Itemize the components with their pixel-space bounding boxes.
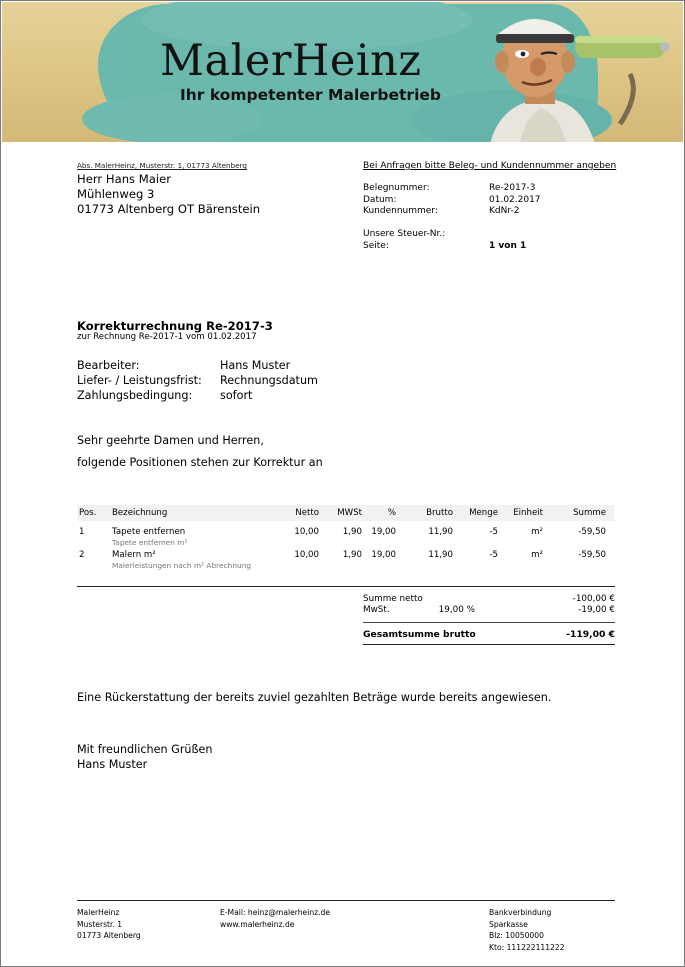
meta-seite: 1 von 1 — [489, 240, 527, 251]
totals-label: Gesamtsumme brutto — [363, 628, 476, 640]
company-logo-text: MalerHeinz — [160, 36, 422, 86]
processing-info — [77, 358, 318, 403]
table-row — [77, 549, 614, 561]
column-header: Bezeichnung — [112, 508, 168, 518]
cell-einheit: m² — [531, 550, 543, 560]
column-header: Netto — [295, 508, 319, 518]
closing-name: Hans Muster — [77, 758, 148, 771]
column-header: Brutto — [426, 508, 453, 518]
cell-pct: 19,00 — [371, 550, 396, 560]
column-header: Pos. — [79, 508, 97, 518]
cell-mwst: 1,90 — [342, 550, 362, 560]
divider — [77, 586, 615, 587]
meta-label: Datum: — [363, 194, 397, 205]
totals-label: Summe netto — [363, 593, 423, 604]
info-zahlung: sofort — [220, 389, 253, 402]
cell-einheit: m² — [531, 527, 543, 537]
recipient-city: 01773 Altenberg OT Bärenstein — [77, 202, 261, 216]
recipient-street: Mühlenweg 3 — [77, 187, 155, 201]
cell-netto: 10,00 — [294, 550, 319, 560]
table-row — [77, 526, 614, 538]
footer-blz: Blz: 10050000 — [489, 931, 544, 941]
footer-web: www.malerheinz.de — [220, 919, 295, 929]
footer-email: E-Mail: heinz@malerheinz.de — [220, 908, 331, 917]
footer-address — [77, 907, 141, 942]
meta-belegnummer: Re-2017-3 — [489, 183, 536, 193]
document-meta — [363, 183, 541, 253]
info-frist: Rechnungsdatum — [220, 374, 318, 387]
table-header — [77, 505, 614, 521]
recipient-name: Herr Hans Maier — [77, 172, 171, 186]
footer-bank-title: Bankverbindung — [489, 908, 552, 917]
meta-label: Kundennummer: — [363, 206, 438, 217]
meta-label: Belegnummer: — [363, 183, 430, 193]
totals-mwst-rate: 19,00 % — [438, 604, 475, 615]
sender-line: Abs. MalerHeinz, Musterstr. 1, 01773 Altenberg — [77, 161, 247, 170]
divider — [363, 644, 615, 645]
row-description: Malerleistungen nach m² Abrechnung — [112, 561, 252, 570]
totals-block — [363, 593, 615, 645]
cell-bezeichnung: Tapete entfernen — [112, 527, 186, 537]
cell-bezeichnung: Malern m² — [112, 550, 156, 560]
totals-label: MwSt. — [363, 604, 390, 615]
footer-street: Musterstr. 1 — [77, 919, 123, 929]
painter-mascot-icon — [480, 4, 680, 142]
cell-netto: 10,00 — [294, 527, 319, 537]
cell-pos: 1 — [79, 527, 85, 537]
info-bearbeiter: Hans Muster — [220, 359, 291, 372]
footer-bank — [489, 907, 565, 953]
cell-pct: 19,00 — [371, 527, 396, 537]
cell-menge: -5 — [489, 527, 498, 537]
meta-datum: 01.02.2017 — [489, 194, 541, 205]
meta-label: Unsere Steuer-Nr.: — [363, 229, 446, 240]
cell-brutto: 11,90 — [428, 550, 453, 560]
greeting: Sehr geehrte Damen und Herren, — [77, 434, 264, 447]
company-tagline: Ihr kompetenter Malerbetrieb — [180, 86, 441, 104]
totals-brutto: -119,00 € — [566, 628, 615, 640]
header-banner — [2, 2, 683, 142]
cell-menge: -5 — [489, 550, 498, 560]
footer-city: 01773 Altenberg — [77, 931, 141, 941]
column-header: Menge — [469, 508, 498, 518]
closing-salutation: Mit freundlichen Grüßen — [77, 743, 213, 756]
footer-kto: Kto: 111222111222 — [489, 942, 565, 952]
cell-mwst: 1,90 — [342, 527, 362, 537]
meta-kundennummer: KdNr-2 — [489, 206, 520, 217]
positions-table — [77, 505, 614, 571]
cell-brutto: 11,90 — [428, 527, 453, 537]
column-header: Einheit — [513, 508, 543, 518]
recipient-address — [77, 172, 260, 217]
document-subtitle: zur Rechnung Re-2017-1 vom 01.02.2017 — [77, 332, 257, 342]
divider — [363, 622, 615, 623]
column-header: Summe — [573, 508, 606, 518]
intro-text: folgende Positionen stehen zur Korrektur an — [77, 456, 323, 469]
column-header: % — [387, 508, 396, 518]
row-description: Tapete entfernen m² — [112, 538, 188, 547]
inquiry-notice: Bei Anfragen bitte Beleg- und Kundennummer angeben — [363, 161, 617, 171]
divider — [77, 900, 615, 901]
cell-pos: 2 — [79, 550, 85, 560]
totals-mwst: -19,00 € — [578, 604, 615, 615]
footer-bank-name: Sparkasse — [489, 919, 528, 929]
info-label: Zahlungsbedingung: — [77, 389, 193, 402]
footer-contact — [220, 907, 330, 930]
info-label: Liefer- / Leistungsfrist: — [77, 374, 202, 387]
refund-note: Eine Rückerstattung der bereits zuviel gezahlten Beträge wurde bereits angewiesen. — [77, 691, 552, 704]
info-label: Bearbeiter: — [77, 359, 140, 372]
cell-summe: -59,50 — [578, 527, 606, 537]
meta-label: Seite: — [363, 240, 389, 251]
cell-summe: -59,50 — [578, 550, 606, 560]
totals-netto: -100,00 € — [572, 593, 615, 604]
closing — [77, 742, 213, 772]
column-header: MWSt — [337, 508, 362, 518]
document-title: Korrekturrechnung Re-2017-3 — [77, 319, 273, 333]
footer-company: MalerHeinz — [77, 908, 120, 917]
